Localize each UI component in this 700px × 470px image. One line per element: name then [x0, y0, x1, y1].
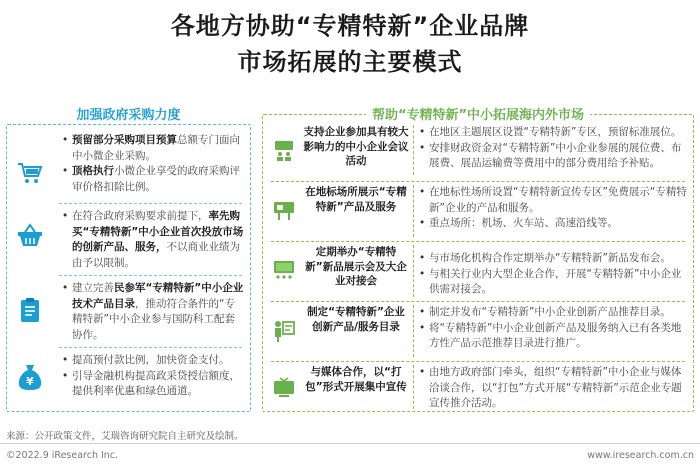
- divider: [271, 361, 685, 362]
- right-panel-heading: 帮助“专精特新”中小拓展海内外市场: [262, 104, 694, 123]
- clipboard-list-icon: [17, 297, 43, 321]
- right-row-label: 制定“专精特新”企业创新产品/服务目录: [307, 306, 405, 333]
- right-panel: 支持企业参加具有较大影响力的中小企业会议活动 • 在地区主题展区设置“专精特新”专区，预留标准展位。 • 安排财政资金对“专精特新”中小企业参展的展位费、布展费、展品运输费等费用中的部分费用给予补贴。 在地标场所展示“专精特新”产品及服务 • 在地标性场所设置“专精特新宣传专区”免费展示“专精特新”企业的产品和服务。 • 重点场所：机场、火车站、高速沿线等。 定期举办“专精特新”新品展示会及大企业对接会 • 与市场化机构合作定期举办“专精特新”新品发布会。 • 与相关行业内大型企业合作，开展“专精特新”中小企业供需对接会。 制定“专精特新”企业创新产品/服务目录 • 制定并发布“专精特新”中小企业创新产品推荐目录。 • 将“专精特新”中小企业创新产品及服务纳入已有各类地方性产品示范推荐目录进行推广。 与媒体合作，以“打包”形式开展集中宣传 • 由地方政府部门牵头，组织“专精特新”中小企业与媒体洽谈合作，以“打包”方式开展“专精特新”示范企业专题宣传推介活动。: [262, 114, 694, 412]
- left-panel-heading: 加强政府采购力度: [76, 108, 181, 123]
- right-row-label: 支持企业参加具有较大影响力的中小企业会议活动: [303, 126, 409, 167]
- source-note: 来源：公开政策文件，艾瑞咨询研究院自主研究及绘制。: [6, 431, 244, 442]
- right-row-label: 在地标场所展示“专精特新”产品及服务: [305, 186, 407, 213]
- display-screen-icon: [273, 259, 295, 281]
- exhibition-booth-icon: [273, 139, 295, 161]
- left-panel: • 预留部分采购项目预算总额专门面向中小微企业采购。 • 顶格执行小微企业享受的政府采购评审价格扣除比例。 • 在符合政府采购要求前提下，率先购买“专精特新”中小企业首次投放市场的创新产品、服务，不以商业业绩为由予以限制。 • 建立完善民参军“专精特新”中小企业技术产品目录，推动符合条件的“专精特新”中小企业参与国防科工配套协作。 ¥ • 提高预付款比例，加快资金支付。 • 引导金融机构提高政采贷授信额度，提供利率优惠和绿色通道。: [6, 124, 251, 412]
- website-url: www.iresearch.com.cn: [587, 450, 694, 461]
- divider: [271, 301, 685, 302]
- right-row-label: 定期举办“专精特新”新品展示会及大企业对接会: [305, 246, 407, 287]
- tv-media-icon: [273, 377, 295, 399]
- shopping-cart-icon: [17, 161, 43, 185]
- presenter-board-icon: [273, 319, 295, 341]
- divider: [271, 241, 685, 242]
- basket-icon: [17, 223, 43, 247]
- svg-text:¥: ¥: [26, 375, 34, 388]
- divider: [59, 347, 242, 348]
- money-bag-icon: [17, 363, 43, 387]
- page-title-line2: 市场拓展的主要模式: [237, 48, 463, 76]
- page-title-line1: 各地方协助“专精特新”企业品牌: [170, 12, 530, 40]
- billboard-icon: [273, 199, 295, 221]
- footer-divider: [0, 443, 700, 444]
- divider: [59, 275, 242, 276]
- divider: [271, 181, 685, 182]
- divider: [59, 203, 242, 204]
- copyright: ©2022.9 iResearch Inc.: [6, 450, 119, 461]
- right-row-label: 与媒体合作，以“打包”形式开展集中宣传: [305, 366, 407, 393]
